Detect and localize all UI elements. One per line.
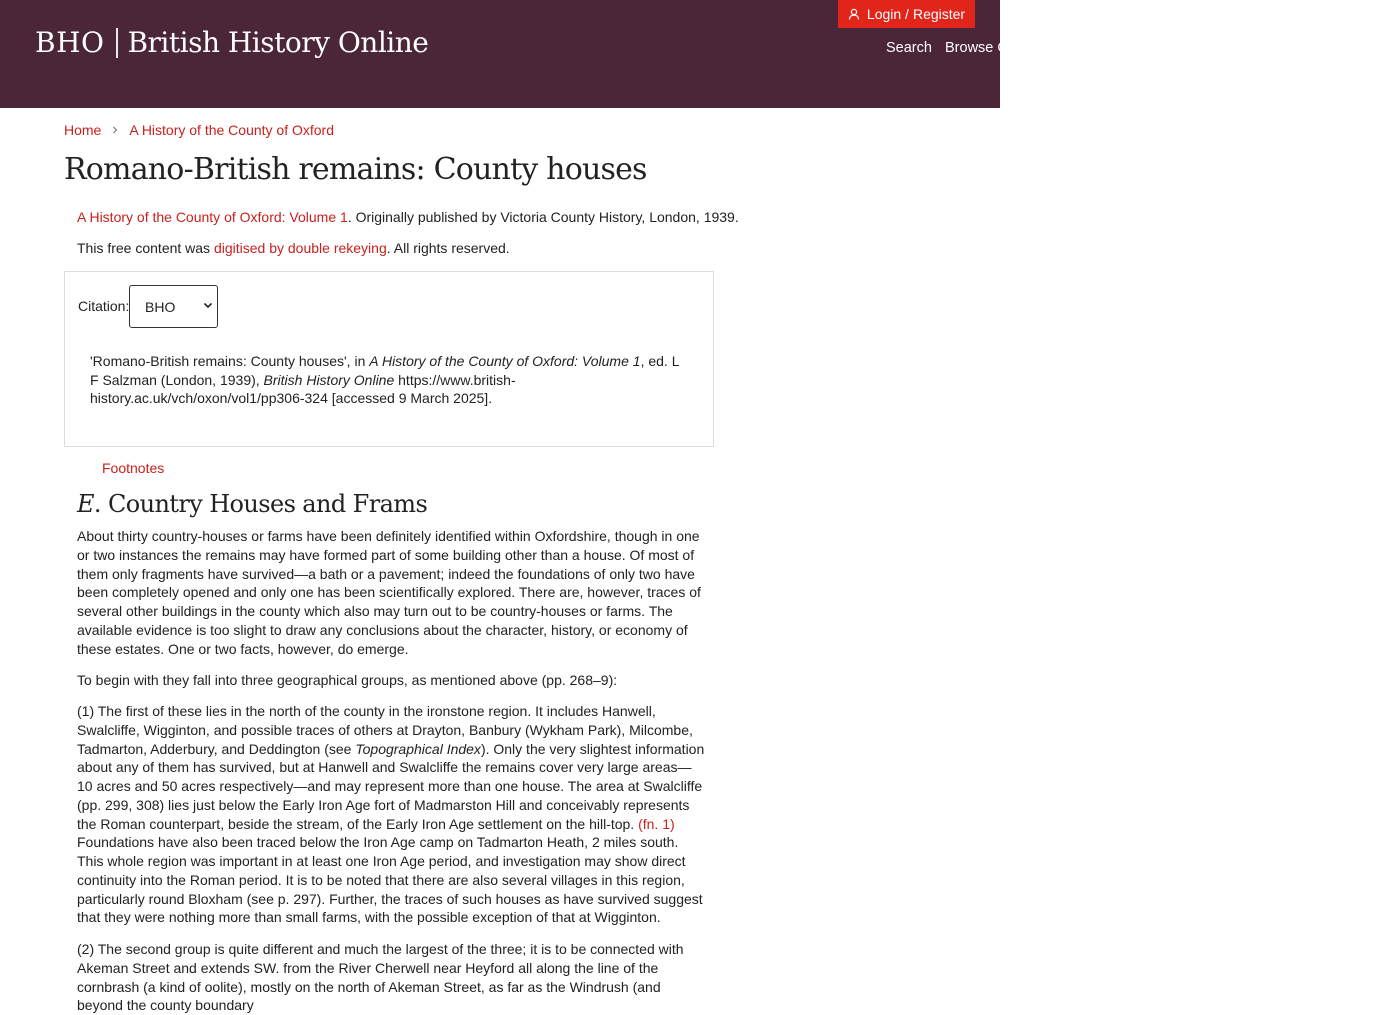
section-letter: E [77, 490, 94, 518]
chevron-down-icon [203, 300, 213, 310]
nav-search[interactable]: Search [886, 40, 932, 56]
paragraph-4: (2) The second group is quite different and much the largest of the three; it is to be connected with Akeman Street and extends SW. from the River Cherwell near Heyford all along the line of the cornbrash (a kind of oolite), mostly on the north of Akeman Street, as far as the Windrush (and beyond the county boundary [77, 941, 684, 1014]
page-title: Romano-British remains: County houses [64, 152, 647, 187]
citation-selected-value: BHO [145, 298, 176, 315]
breadcrumb-parent[interactable]: A History of the County of Oxford [129, 122, 335, 138]
paragraph-1: About thirty country-houses or farms have been definitely identified within Oxfordshire, though in one or two instances the remains may have formed part of some building other than a house. Of most of them only fragments have survived—a bath or a pavement; indeed the foundations of only two have been completely opened and only one has been scientifically explored. There are, however, traces of several other buildings in the county which also may turn out to be country-houses or farms. The available evidence is too slight to draw any conclusions about the character, history, or economy of these estates. One or two facts, however, do emerge. [77, 528, 701, 657]
logo-name: British History Online [127, 26, 429, 59]
free-content-suffix: . All rights reserved. [386, 240, 510, 256]
nav-news[interactable]: News [1364, 40, 1400, 56]
citation-text-part: , ed. L F Salzman (London, 1939), [90, 353, 679, 388]
volume-link[interactable]: A History of the County of Oxford: Volume 1 [77, 209, 348, 225]
user-icon [848, 8, 860, 20]
nav-browse-catalogue[interactable]: Browse Catalogue [945, 40, 1064, 56]
breadcrumb-home[interactable]: Home [64, 122, 102, 138]
citation-volume-title: A History of the County of Oxford: Volume 1 [369, 353, 641, 369]
citation-label: Citation: [78, 298, 130, 314]
citation-text [90, 352, 690, 408]
login-label[interactable]: Login / [866, 6, 909, 22]
citation-text-part: https://www.british-history.ac.uk/vch/oxon/vol1/pp306-324 [accessed 9 March 2025]. [90, 371, 516, 407]
logo-divider [116, 28, 118, 58]
citation-format-select[interactable] [129, 285, 218, 328]
digitised-link[interactable]: digitised by double rekeying [213, 240, 387, 256]
nav-subject-guides[interactable]: Subject guides [1070, 40, 1166, 56]
logo-short: BHO [35, 26, 105, 59]
publication-line [77, 209, 739, 225]
chevron-right-icon [111, 126, 119, 134]
free-content-line [77, 240, 510, 256]
topographical-index-ref: Topographical Index [355, 740, 481, 757]
paragraph-3-text: (1) The first of these lies in the north of the county in the ironstone region. It includes Hanwell, Swalcliffe, Wigginton, and possible traces of others at Drayton, Banbury (Wykham Park), Milcombe, Tadmarton, Adderbury, and Deddington (see [77, 703, 693, 757]
citation-box [64, 271, 714, 447]
site-logo[interactable] [35, 26, 428, 59]
publication-text: . Originally published by Victoria County History, London, 1939. [347, 209, 739, 225]
free-content-prefix: This free content was [77, 240, 214, 256]
paragraph-3-text: Foundations have also been traced below the Iron Age camp on Tadmarton Heath, 2 miles south. This whole region was important in at least one Iron Age period, and investigation may show direct continuity into the Roman period. It is to be noted that there are also several villages in this region, particularly round Bloxham (see p. 297). Further, the traces of such houses as have survived suggest that they were nothing more than small farms, with the possible exception of that at Wigginton. [77, 834, 703, 926]
citation-site-title: British History Online [263, 371, 395, 388]
login-register-button[interactable] [838, 0, 975, 28]
register-label[interactable]: Register [912, 6, 966, 22]
section-heading-text: . Country Houses and Frams [93, 490, 428, 518]
breadcrumb [64, 122, 334, 138]
footnotes-link[interactable]: Footnotes [102, 460, 165, 476]
nav-log-in[interactable]: Log in [1311, 40, 1351, 56]
paragraph-2: To begin with they fall into three geographical groups, as mentioned above (pp. 268–9): [77, 672, 618, 688]
paragraph-3-text: ). Only the very slightest information about any of them has survived, but at Hanwell and Swalcliffe the remains cover very large areas—10 acres and 50 acres respectively—and may represent more than one house. The area at Swalcliffe (pp. 299, 308) lies just below the Early Iron Age fort of Madmarston Hill and conceivably represents the Roman counterpart, beside the stream, of the Early Iron Age settlement on the hill-top. [77, 740, 705, 832]
nav-about[interactable]: About [1256, 40, 1294, 56]
footnote-link[interactable]: (fn. 1) [638, 815, 675, 832]
citation-text-part: 'Romano-British remains: County houses', in [90, 353, 370, 369]
section-heading [77, 490, 427, 518]
paragraph-3 [77, 702, 707, 927]
site-header [0, 0, 1400, 108]
nav-using-bho[interactable]: Using BHO [1176, 40, 1249, 56]
